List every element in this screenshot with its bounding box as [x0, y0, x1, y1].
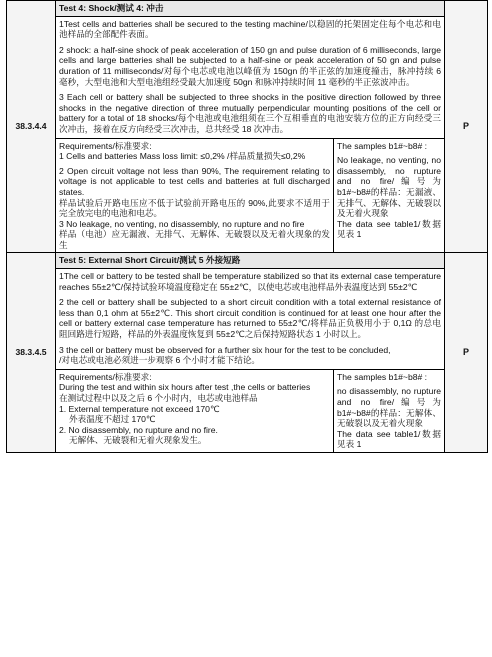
- result-data-ref: The data see table1/数据见表 1: [337, 428, 441, 450]
- requirements-block: [56, 369, 444, 452]
- test-step-2: 2 shock: a half-sine shock of peak acceleration of 150 gn and pulse duration of 6 milliseconds, large cells and large batteries shall be subjected to a half-sine or peak acceleration of 50 gn and pulse duration of 11 milliseconds/对每个电芯或电池以峰值为 150gn 的半正弦的加速度撞击，脉冲持续 6 毫秒，大型电池和大型电池组经受最大加速度 50gn 和脉冲持续时间 11 毫秒的半正弦波冲击。: [59, 44, 441, 87]
- requirement-1: 1. External temperature not exceed 170℃: [59, 403, 220, 414]
- requirement-2: 2 Open circuit voltage not less than 90%, The requirement relating to voltage is not applicable to test cells and batteries at full discharged states.: [59, 165, 330, 197]
- requirements-text: [56, 139, 334, 253]
- result-text: [334, 139, 444, 253]
- test5-content: [56, 253, 445, 453]
- test-step-3: 3 Each cell or battery shall be subjected to three shocks in the positive direction followed by three shocks in the negative direction of three mutually perpendicular mounting positions of the cell or battery for a total of 18 shocks/每个电池或电池组须在三个互相垂直的电池安装方位的正方向经受三次冲击，接着在反方向经受三次冲击，总共经受 18 次冲击。: [59, 92, 441, 134]
- result-observation: no disassembly, no rupture and no fire/编号为 b1#~b8#的样品：无解体、无破裂以及无着火现象: [337, 386, 441, 429]
- requirement-1: 1 Cells and batteries Mass loss limit: ≤0,2% /样品质量损失≤0,2%: [59, 151, 306, 162]
- test-table: [6, 0, 488, 453]
- test5-row: [7, 253, 488, 453]
- test-step-3: [56, 343, 444, 369]
- test-step-1: 1The cell or battery to be tested shall be temperature stabilized so that its external case temperature reaches 55±2℃/保持试验环境温度稳定在 55±2℃，以使电芯或电池样品外表温度达到 55±2℃: [59, 271, 441, 292]
- test4-content: [56, 1, 445, 253]
- verdict: P: [445, 253, 488, 453]
- test-step-1: 1Test cells and batteries shall be secured to the testing machine/以稳固的托架固定住每个电芯和电池样品的全部配件表面。: [59, 18, 441, 40]
- requirements-intro-cn: 在测试过程中以及之后 6 个小时内，电芯或电池样品: [59, 393, 258, 403]
- test-title: Test 4: Shock/测试 4: 冲击: [56, 1, 444, 17]
- requirement-3-cn: 样品（电池）应无漏液、无排气、无解体、无破裂以及无着火现象的发生: [59, 229, 330, 250]
- requirement-1-cn: 外表温度不超过 170℃: [69, 414, 156, 425]
- requirement-2: 2. No disassembly, no rupture and no fire.: [59, 424, 218, 435]
- test4-row: [7, 1, 488, 253]
- result-samples: The samples b1#~b8# :: [337, 140, 428, 151]
- verdict: P: [445, 1, 488, 253]
- test-step-3-cn: /对电芯或电池必须进一步观察 6 个小时才能下结论。: [59, 355, 261, 366]
- clause-number: 38.3.4.4: [7, 1, 56, 253]
- test-step-3-en: 3 the cell or battery must be observed for a further six hour for the test to be concluded,: [59, 344, 391, 355]
- result-text: [334, 370, 444, 452]
- result-samples: The samples b1#~b8# :: [337, 371, 428, 382]
- result-observation: No leakage, no venting, no disassembly, no rupture and no fire/编号为 b1#~b8#的样品：无漏液、无排气、无解体、无破裂以及无着火现象: [337, 155, 441, 219]
- requirements-title: Requirements/标准要求:: [59, 140, 152, 151]
- result-data-ref: The data see table1/数据见表 1: [337, 218, 441, 240]
- requirement-2-cn: 无解体、无破裂和无着火现象发生。: [69, 435, 207, 446]
- requirements-block: [56, 138, 444, 253]
- requirements-text: [56, 370, 334, 452]
- requirements-title: Requirements/标准要求:: [59, 371, 152, 382]
- test-step-2: 2 the cell or battery shall be subjected to a short circuit condition with a total external resistance of less than 0,1 ohm at 55±2℃. This short circuit condition is continued for at least one hour after the cell or battery external case temperature has returned to 55±2℃/将样品正负极用小于 0,1Ω 的总电阻回路进行短路，样品的外表温度恢复到 55±2℃之后保持短路状态 1 小时以上。: [59, 297, 441, 340]
- requirement-2-cn: 样品试验后开路电压应不低于试验前开路电压的 90%,此要求不适用于完全放完电的电池和电芯。: [59, 197, 330, 219]
- requirements-intro: During the test and within six hours after test ,the cells or batteries: [59, 382, 311, 393]
- requirement-3: 3 No leakage, no venting, no disassembly, no rupture and no fire: [59, 218, 305, 229]
- clause-number: 38.3.4.5: [7, 253, 56, 453]
- test-title: Test 5: External Short Circuit/测试 5 外接短路: [56, 253, 444, 269]
